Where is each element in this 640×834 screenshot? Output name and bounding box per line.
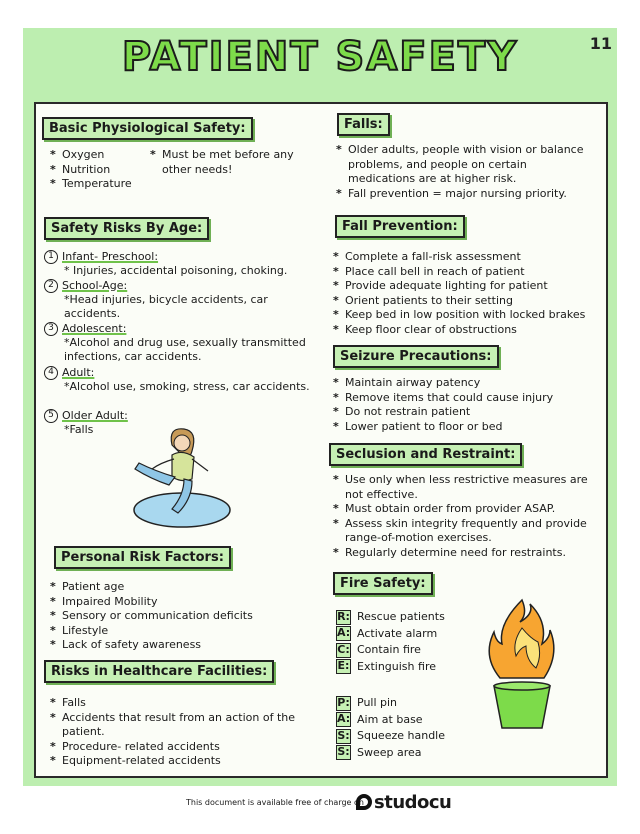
seizure-list [333, 376, 593, 434]
age-group-school [44, 279, 314, 321]
footer [0, 792, 640, 812]
age-detail: *Alcohol use, smoking, stress, car accidents. [64, 380, 310, 393]
list-item: * Keep bed in low position with locked brakes [333, 308, 603, 323]
studocu-brand: studocu [374, 792, 452, 813]
age-detail: * Injuries, accidental poisoning, choking. [64, 264, 288, 277]
age-number: 3 [44, 322, 58, 336]
race-row [336, 626, 445, 642]
footer-text: This document is available free of charge on [186, 798, 364, 807]
race-row [336, 659, 445, 675]
physiological-list [50, 148, 160, 192]
race-row [336, 609, 445, 625]
seclusion-heading: Seclusion and Restraint: [329, 443, 522, 466]
page-number: 11 [589, 34, 612, 53]
mnemonic-text: Sweep area [357, 745, 422, 759]
age-detail: *Falls [64, 423, 94, 436]
list-item: * Fall prevention = major nursing priority. [336, 187, 594, 202]
list-item: * Patient age [50, 580, 310, 595]
list-item: * Sensory or communication deficits [50, 609, 310, 624]
race-mnemonic [336, 609, 445, 675]
age-group-adult [44, 366, 314, 394]
mnemonic-text: Squeeze handle [357, 729, 445, 742]
fall-prevention-list [333, 250, 603, 337]
mnemonic-letter: S: [337, 745, 350, 758]
list-item: * Lifestyle [50, 624, 310, 639]
age-label: Adolescent: [62, 322, 127, 335]
mnemonic-letter: R: [337, 609, 350, 623]
fire-safety-heading: Fire Safety: [333, 572, 433, 595]
list-item: * Orient patients to their setting [333, 294, 603, 309]
age-label: Adult: [62, 366, 95, 379]
pass-row [336, 728, 445, 744]
mnemonic-text: Contain fire [357, 643, 421, 656]
list-item: * Maintain airway patency [333, 376, 593, 391]
list-item: * Remove items that could cause injury [333, 391, 593, 406]
pass-mnemonic [336, 695, 445, 761]
mnemonic-text: Pull pin [357, 696, 398, 709]
physiological-note [150, 148, 315, 177]
fire-bucket-illustration [482, 598, 562, 733]
falls-list [336, 143, 594, 201]
note-text: * Must be met before any other needs! [150, 148, 315, 177]
pass-row [336, 745, 445, 761]
race-row [336, 642, 445, 658]
healthcare-risks-heading: Risks in Healthcare Facilities: [44, 660, 274, 683]
age-detail: *Head injuries, bicycle accidents, car accidents. [64, 293, 268, 320]
age-number: 5 [44, 409, 58, 423]
mnemonic-text: Rescue patients [357, 610, 445, 623]
list-item: * Lower patient to floor or bed [333, 420, 593, 435]
fall-prevention-heading: Fall Prevention: [335, 215, 465, 238]
list-item: * Place call bell in reach of patient [333, 265, 603, 280]
mnemonic-text: Activate alarm [357, 626, 438, 640]
age-label: Infant- Preschool: [62, 250, 159, 263]
mnemonic-letter: C: [337, 642, 350, 656]
pass-row [336, 695, 445, 711]
list-item: * Lack of safety awareness [50, 638, 310, 653]
list-item: * Provide adequate lighting for patient [333, 279, 603, 294]
age-number: 2 [44, 279, 58, 293]
list-item: * Equipment-related accidents [50, 754, 320, 769]
pass-row [336, 712, 445, 728]
studocu-logo[interactable] [356, 792, 451, 813]
list-item: * Assess skin integrity frequently and provide range-of-motion exercises. [333, 517, 603, 546]
mnemonic-text: Extinguish fire [357, 659, 436, 673]
age-detail: *Alcohol and drug use, sexually transmitted infections, car accidents. [64, 336, 306, 363]
mnemonic-letter: P: [337, 695, 350, 709]
personal-risk-list [50, 580, 310, 653]
list-item: * Use only when less restrictive measures are not effective. [333, 473, 603, 502]
list-item: * Falls [50, 696, 320, 711]
mnemonic-text: Aim at base [357, 712, 423, 726]
list-item: * Must obtain order from provider ASAP. [333, 502, 603, 517]
personal-risk-heading: Personal Risk Factors: [54, 546, 231, 569]
list-item: * Older adults, people with vision or balance problems, and people on certain medications are at higher risk. [336, 143, 594, 187]
mnemonic-letter: S: [337, 728, 350, 742]
list-item: * Do not restrain patient [333, 405, 593, 420]
physiological-heading: Basic Physiological Safety: [42, 117, 253, 140]
risks-by-age-heading: Safety Risks By Age: [44, 217, 209, 240]
mnemonic-letter: E: [337, 659, 350, 672]
list-item: * Oxygen [50, 148, 160, 163]
list-item: * Temperature [50, 177, 160, 192]
list-item: * Nutrition [50, 163, 160, 178]
list-item: * Regularly determine need for restraints. [333, 546, 603, 561]
age-group-infant [44, 250, 314, 278]
seclusion-list [333, 473, 603, 560]
age-group-adolescent [44, 322, 314, 364]
mnemonic-letter: A: [337, 626, 351, 639]
list-item: * Accidents that result from an action of the patient. [50, 711, 320, 740]
seizure-heading: Seizure Precautions: [333, 345, 499, 368]
list-item: * Complete a fall-risk assessment [333, 250, 603, 265]
mnemonic-letter: A: [337, 712, 351, 725]
list-item: * Procedure- related accidents [50, 740, 320, 755]
falling-person-illustration [120, 425, 235, 535]
healthcare-risks-list [50, 696, 320, 769]
age-label: School-Age: [62, 279, 128, 292]
falls-heading: Falls: [337, 113, 390, 136]
age-label: Older Adult: [62, 409, 128, 422]
age-number: 1 [44, 250, 58, 264]
age-number: 4 [44, 366, 58, 380]
list-item: * Keep floor clear of obstructions [333, 323, 603, 338]
studocu-logo-icon [356, 794, 372, 810]
page-title: PATIENT SAFETY [121, 34, 519, 80]
list-item: * Impaired Mobility [50, 595, 310, 610]
